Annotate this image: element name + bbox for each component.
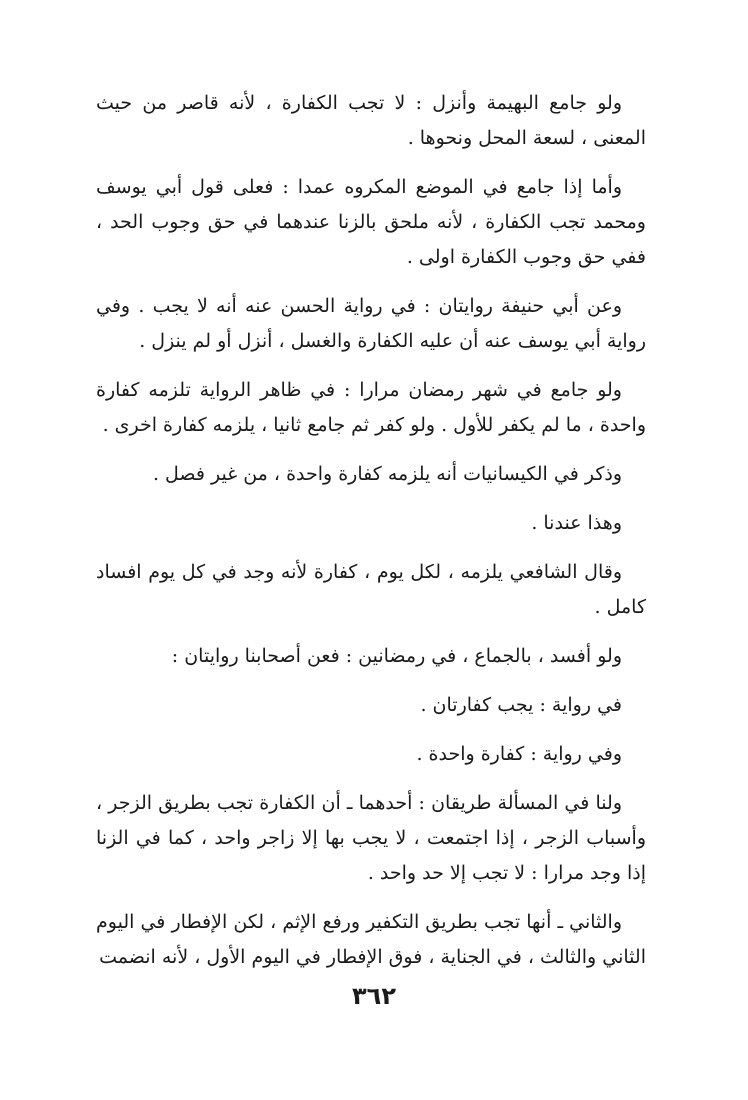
paragraph-6: وهذا عندنا . — [531, 512, 622, 534]
paragraph-8: ولو أفسد ، بالجماع ، في رمضانين : فعن أصحابنا روايتان : — [171, 645, 622, 667]
paragraph-11: ولنا في المسألة طريقان : أحدهما ـ أن الكفارة تجب بطريق الزجر ، وأسباب الزجر ، إذا اجتمعت ، لا يجب بها إلا زاجر واحد ، كما في الزنا إذا وجد مرارا : لا تجب إلا حد واحد . — [96, 792, 646, 884]
paragraph-10: وفي رواية : كفارة واحدة . — [416, 743, 622, 765]
body-text — [96, 86, 646, 989]
paragraph-4: ولو جامع في شهر رمضان مرارا : في ظاهر الرواية تلزمه كفارة واحدة ، ما لم يكفر للأول . ولو كفر ثم جامع ثانيا ، يلزمه كفارة اخرى . — [96, 379, 646, 436]
page-number: ٣٦٢ — [352, 982, 396, 1010]
paragraph-2: وأما إذا جامع في الموضع المكروه عمدا : فعلى قول أبي يوسف ومحمد تجب الكفارة ، لأنه ملحق بالزنا عندهما في حق وجوب الحد ، ففي حق وجوب الكفارة اولى . — [96, 176, 646, 268]
paragraph-3: وعن أبي حنيفة روايتان : في رواية الحسن عنه أنه لا يجب . وفي رواية أبي يوسف عنه أن عليه الكفارة والغسل ، أنزل أو لم ينزل . — [96, 295, 646, 352]
paragraph-5: وذكر في الكيسانيات أنه يلزمه كفارة واحدة ، من غير فصل . — [152, 463, 622, 485]
paragraph-1: ولو جامع البهيمة وأنزل : لا تجب الكفارة ، لأنه قاصر من حيث المعنى ، لسعة المحل ونحوها . — [96, 92, 646, 149]
paragraph-12: والثاني ـ أنها تجب بطريق التكفير ورفع الإثم ، لكن الإفطار في اليوم الثاني والثالث ، في الجناية ، فوق الإفطار في اليوم الأول ، لأنه انضمت — [96, 911, 646, 968]
paragraph-9: في رواية : يجب كفارتان . — [420, 694, 622, 716]
paragraph-7: وقال الشافعي يلزمه ، لكل يوم ، كفارة لأنه وجد في كل يوم افساد كامل . — [96, 561, 646, 618]
